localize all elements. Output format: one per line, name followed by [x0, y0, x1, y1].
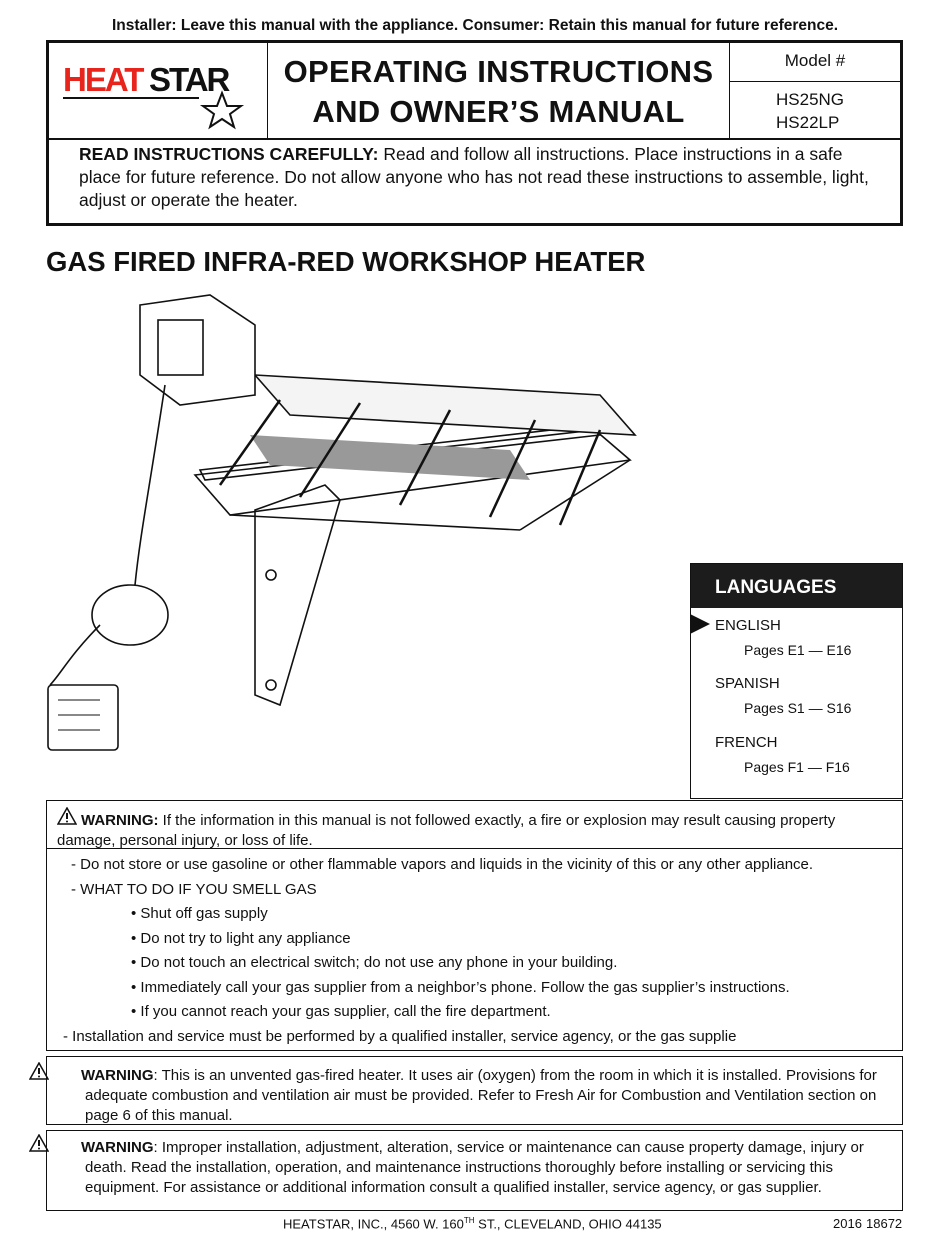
model-label: Model # [730, 43, 900, 82]
gas-bullet: • If you cannot reach your gas supplier, call the fire department. [131, 1003, 551, 1020]
title-line-2: AND OWNER’S MANUAL [312, 94, 685, 129]
language-spanish: SPANISH [715, 675, 780, 692]
read-text: Read and follow all instructions. Place instructions in a safe place for future reference. Do not allow anyone who has not read these instructions to assemble, light, adjust or operate the heater. [79, 144, 869, 210]
address-sup: TH [463, 1216, 475, 1225]
address-text: HEATSTAR, INC., 4560 W. 160 [283, 1216, 464, 1232]
warning-box-2 [46, 1056, 903, 1125]
gas-bullet: • Do not touch an electrical switch; do not use any phone in your building. [131, 954, 618, 971]
document-title: GAS FIRED INFRA-RED WORKSHOP HEATER [46, 246, 646, 277]
language-french: FRENCH [715, 734, 778, 751]
gas-bullet: • Do not try to light any appliance [131, 929, 351, 947]
warning-triangle-icon [57, 807, 77, 831]
model-number: HS25NG [776, 90, 845, 109]
model-box [730, 43, 900, 138]
installer-note: Installer: Leave this manual with the appliance. Consumer: Retain this manual for future reference. [111, 17, 839, 34]
warning-text: : This is an unvented gas-fired heater. It uses air (oxygen) from the room in which it is installed. Provisions for adequate combustion and ventilation air must be provided. Refer to Fresh Air for Combustion and Ventilation section on page 6 of this manual. [85, 1067, 877, 1124]
language-english: ENGLISH [715, 617, 781, 634]
warning-box-3 [46, 1130, 903, 1211]
gas-warning-item: - WHAT TO DO IF YOU SMELL GAS [71, 880, 317, 898]
warning-text: If the information in this manual is not followed exactly, a fire or explosion may result causing property damage, personal injury, or loss of life. [57, 812, 836, 849]
warning-label: WARNING [81, 1139, 154, 1156]
language-pages: Pages E1 — E16 [744, 642, 852, 658]
warning-label: WARNING [81, 1067, 154, 1084]
company-address [283, 1216, 662, 1231]
model-number: HS22LP [776, 113, 840, 132]
gas-bullet: • Shut off gas supply [131, 905, 268, 922]
language-pages: Pages F1 — F16 [744, 759, 850, 775]
language-pages: Pages S1 — S16 [744, 700, 852, 716]
heater-illustration [40, 285, 660, 765]
warning-triangle-icon [57, 1134, 77, 1158]
warning-1-header [47, 801, 902, 849]
read-instructions [79, 143, 879, 212]
year: 2016 [833, 1216, 862, 1231]
warning-label: WARNING: [81, 812, 159, 829]
current-language-arrow-icon [690, 614, 710, 634]
gas-warning-item: - Installation and service must be performed by a qualified installer, service agency, or the gas supplie [63, 1027, 737, 1045]
languages-heading: LANGUAGES [691, 564, 902, 608]
languages-box [690, 563, 903, 799]
read-label: READ INSTRUCTIONS CAREFULLY: [79, 144, 379, 164]
svg-text:STAR: STAR [149, 61, 229, 98]
manual-title [268, 43, 730, 138]
warning-triangle-icon [57, 1062, 77, 1086]
svg-text:HEAT: HEAT [63, 61, 143, 98]
address-text: ST., CLEVELAND, OHIO 44135 [474, 1216, 662, 1232]
gas-warning-item: - Do not store or use gasoline or other flammable vapors and liquids in the vicinity of this or any other appliance. [71, 856, 814, 873]
gas-bullet: • Immediately call your gas supplier from a neighbor’s phone. Follow the gas supplier’s instructions. [131, 978, 790, 996]
title-line-1: OPERATING INSTRUCTIONS [283, 54, 714, 89]
warning-box-1 [46, 800, 903, 1051]
heatstar-logo [49, 43, 268, 138]
header-box [46, 40, 903, 226]
document-code: 18672 [866, 1216, 903, 1231]
warning-text: : Improper installation, adjustment, alteration, service or maintenance can cause property damage, injury or death. Read the installation, operation, and maintenance instructions thoroughly before installing or servicing this equipment. For assistance or additional information consult a qualified installer, service agency, or gas supplier. [85, 1139, 864, 1196]
